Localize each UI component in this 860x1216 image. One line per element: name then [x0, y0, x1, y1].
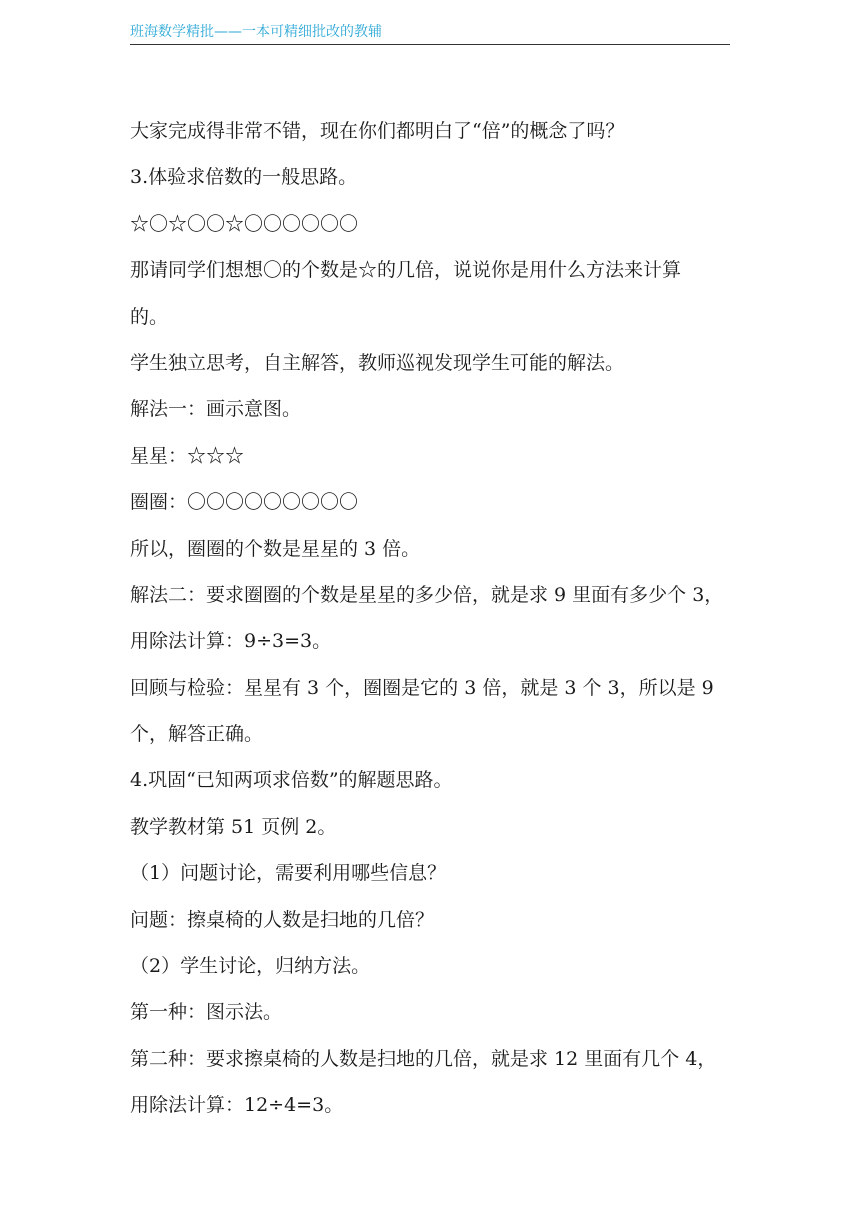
paragraph-line: 第二种：要求擦桌椅的人数是扫地的几倍，就是求 12 里面有几个 4， [130, 1047, 717, 1070]
paragraph-line: 个，解答正确。 [130, 723, 264, 746]
stars-line: 星星：☆☆☆ [130, 444, 245, 467]
paragraph-line: 回顾与检验：星星有 3 个，圈圈是它的 3 倍，就是 3 个 3，所以是 9 [130, 676, 714, 699]
calculation-line: 用除法计算：9÷3=3。 [130, 630, 332, 653]
circles-line: 圈圈：〇〇〇〇〇〇〇〇〇 [130, 491, 359, 514]
section-heading: 4.巩固“已知两项求倍数”的解题思路。 [130, 769, 453, 792]
paragraph-line: 所以，圈圈的个数是星星的 3 倍。 [130, 537, 421, 560]
symbol-sequence: ☆〇☆〇〇☆〇〇〇〇〇〇 [130, 212, 359, 235]
paragraph-line: 的。 [130, 305, 169, 328]
section-heading: 3.体验求倍数的一般思路。 [130, 166, 358, 189]
paragraph-line: 解法二：要求圈圈的个数是星星的多少倍，就是求 9 里面有多少个 3， [130, 583, 724, 606]
question-line: （2）学生讨论，归纳方法。 [130, 955, 371, 978]
paragraph-line: 学生独立思考，自主解答，教师巡视发现学生可能的解法。 [130, 351, 625, 374]
method-heading: 第一种：图示法。 [130, 1001, 283, 1024]
paragraph-line: 教学教材第 51 页例 2。 [130, 815, 337, 838]
paragraph-line: 问题：擦桌椅的人数是扫地的几倍？ [130, 908, 435, 931]
paragraph-line: 大家完成得非常不错，现在你们都明白了“倍”的概念了吗？ [130, 120, 625, 142]
page-header [130, 22, 730, 45]
document-body [130, 108, 734, 1129]
method-heading: 解法一：画示意图。 [130, 398, 302, 421]
paragraph-line: 那请同学们想想〇的个数是☆的几倍，说说你是用什么方法来计算 [130, 259, 682, 282]
question-line: （1）问题讨论，需要利用哪些信息？ [130, 862, 447, 885]
calculation-line: 用除法计算：12÷4=3。 [130, 1094, 344, 1117]
header-title: 班海数学精批——一本可精细批改的教辅 [130, 24, 382, 40]
